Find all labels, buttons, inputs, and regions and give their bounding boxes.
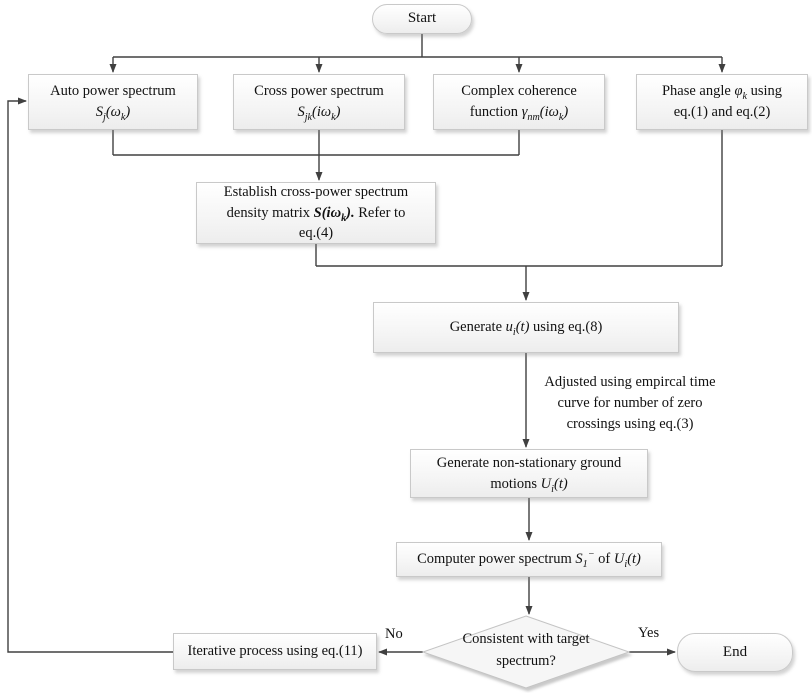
decision-text [436,629,616,673]
phase-line1-post: using [746,83,783,100]
coherence-line2-pre: function [469,104,522,120]
node-cross-power-spectrum [233,74,405,130]
edge-label-no: No [385,626,403,642]
auto-formula: $S_j(\omega_k)$ [95,104,131,123]
adjust-annotation [531,372,729,435]
node-complex-coherence [433,74,605,130]
compute-pre: Computer power spectrum [417,551,576,568]
node-auto-power-spectrum [28,74,198,130]
node-generate-u [373,302,679,353]
generate-big-u-line1: Generate non-stationary ground [436,454,622,471]
coherence-line1: Complex coherence [461,83,577,100]
generate-u-pre: Generate [449,319,506,336]
generate-u-formula: $u_i(t)$ [505,319,530,339]
adjust-line1: Adjusted using empircal time [544,374,716,390]
generate-big-u-line2-pre: motions [490,475,541,492]
cross-formula: $S_{jk}(i\omega_k)$ [297,104,341,123]
compute-mid: of [594,551,614,568]
coherence-formula: $\gamma_{nm}(i\omega_k)$ [521,104,569,123]
phase-formula: $\varphi_k$ [734,83,747,103]
generate-big-u-formula: $U_i(t)$ [540,475,568,495]
compute-formula2: $U_i(t)$ [613,551,641,571]
phase-line2: eq.(1) and eq.(2) [673,104,771,120]
node-establish-matrix [196,182,436,244]
start-label: Start [407,10,437,27]
edge-label-yes: Yes [638,625,660,641]
auto-line1: Auto power spectrum [50,83,176,100]
establish-formula: $S(i\omega_k)$. [313,204,355,224]
iterative-label: Iterative process using eq.(11) [187,643,363,660]
establish-line2-pre: density matrix [226,204,314,221]
node-end [677,633,793,672]
establish-line3: eq.(4) [298,225,334,242]
generate-u-post: using eq.(8) [529,319,603,336]
edge-feedback-loop [8,101,173,652]
adjust-line3: crossings using eq.(3) [566,416,694,433]
adjust-line2: curve for number of zero [557,395,703,412]
node-compute-power-spectrum [396,542,662,577]
phase-line1-pre: Phase angle [661,83,735,100]
node-phase-angle [636,74,808,130]
node-iterative-process [173,633,377,670]
node-start [372,4,472,34]
establish-line1: Establish cross-power spectrum [223,184,409,201]
establish-line2-post: Refer to [354,204,406,221]
compute-formula1: $S_1^-$ [575,549,595,571]
decision-line1: Consistent with target [462,631,590,647]
end-label: End [722,643,748,660]
node-generate-ground-motions [410,449,648,498]
decision-line2: spectrum? [496,652,556,669]
cross-line1: Cross power spectrum [254,83,384,100]
